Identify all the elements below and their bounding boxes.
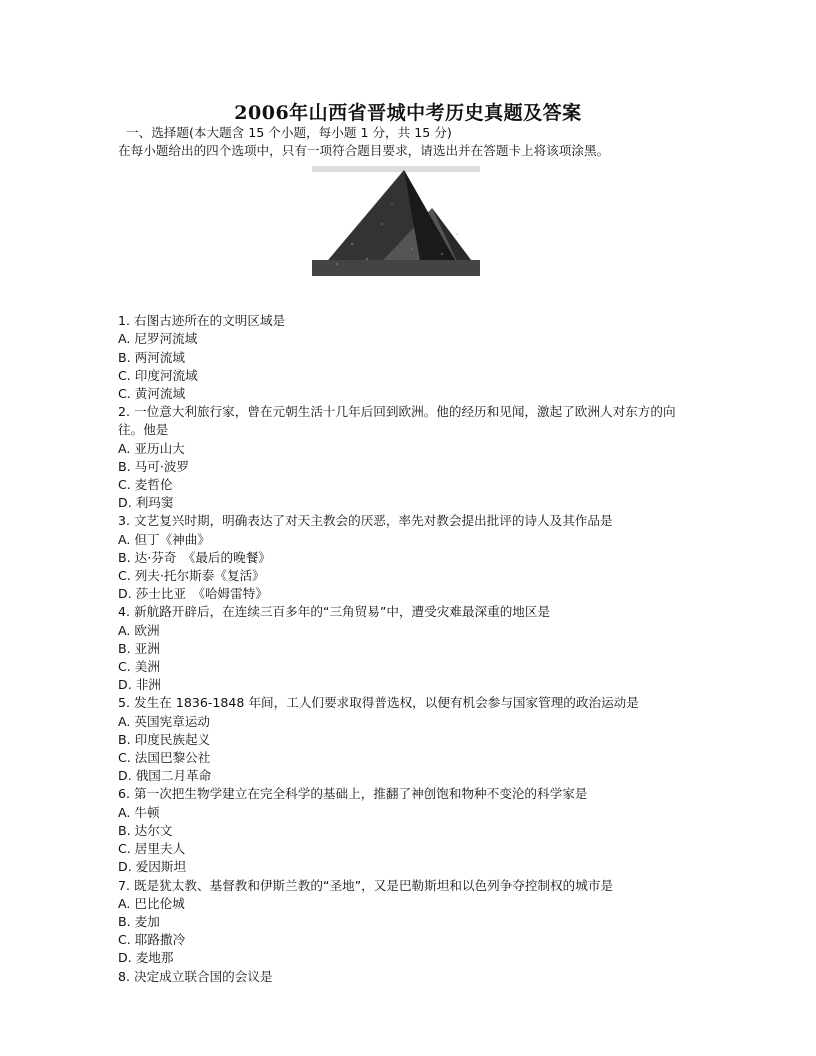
option: A. 尼罗河流域 (118, 331, 198, 347)
option: A. 亚历山大 (118, 440, 185, 456)
question-stem: 8. 决定成立联合国的会议是 (118, 968, 273, 984)
option: C. 麦哲伦 (118, 477, 173, 493)
option: A. 但丁《神曲》 (118, 531, 210, 547)
option: B. 达·芬奇 《最后的晚餐》 (118, 549, 271, 565)
page-title: 2006年山西省晋城中考历史真题及答案 (234, 102, 582, 124)
instruction-text: 在每小题给出的四个选项中，只有一项符合题目要求，请选出并在答题卡上将该项涂黑。 (118, 143, 610, 159)
question-stem: 6. 第一次把生物学建立在完全科学的基础上，推翻了神创饱和物种不变沦的科学家是 (118, 786, 588, 802)
option: C. 列夫·托尔斯泰《复活》 (118, 568, 265, 584)
option: C. 黄河流域 (118, 386, 186, 402)
option: D. 非洲 (118, 677, 161, 693)
question-1-figure-row (118, 160, 698, 330)
option: A. 欧洲 (118, 622, 160, 638)
option: A. 巴比伦城 (118, 895, 185, 911)
option: B. 印度民族起义 (118, 731, 211, 747)
option: A. 英国宪章运动 (118, 713, 210, 729)
pyramid-photo (312, 164, 480, 276)
option: C. 耶路撒冷 (118, 932, 186, 948)
option: C. 印度河流域 (118, 367, 198, 383)
option: B. 马可·波罗 (118, 458, 190, 474)
option: C. 法国巴黎公社 (118, 750, 211, 766)
option: D. 麦地那 (118, 950, 174, 966)
option: B. 麦加 (118, 913, 160, 929)
option: C. 居里夫人 (118, 841, 186, 857)
question-stem: 2. 一位意大利旅行家，曾在元朝生活十几年后回到欧洲。他的经历和见闻，激起了欧洲人对东方的向往。他是 (118, 404, 676, 438)
option: B. 达尔文 (118, 822, 173, 838)
question-stem: 1. 右图古迹所在的文明区域是 (118, 313, 286, 329)
exam-content (118, 124, 698, 986)
option: C. 美洲 (118, 659, 160, 675)
option: B. 两河流域 (118, 349, 186, 365)
question-stem: 3. 文艺复兴时期，明确表达了对天主教会的厌恶，率先对教会提出批评的诗人及其作品是 (118, 513, 613, 529)
option: D. 俄国二月革命 (118, 768, 212, 784)
option: A. 牛顿 (118, 804, 160, 820)
section-heading: 一、选择题(本大题含 15 个小题，每小题 1 分，共 15 分) (126, 125, 452, 140)
question-stem: 4. 新航路开辟后，在连续三百多年的“三角贸易”中，遭受灾难最深重的地区是 (118, 604, 551, 620)
option: D. 爱因斯坦 (118, 859, 187, 875)
option: B. 亚洲 (118, 640, 160, 656)
option: D. 利玛窦 (118, 495, 174, 511)
option: D. 莎士比亚 《哈姆雷特》 (118, 586, 268, 602)
question-stem: 5. 发生在 1836-1848 年间，工人们要求取得普选权，以便有机会参与国家管理的政治运动是 (118, 695, 639, 711)
question-stem: 7. 既是犹太教、基督教和伊斯兰教的“圣地”，又是巴勒斯坦和以色列争夺控制权的城市是 (118, 877, 614, 893)
